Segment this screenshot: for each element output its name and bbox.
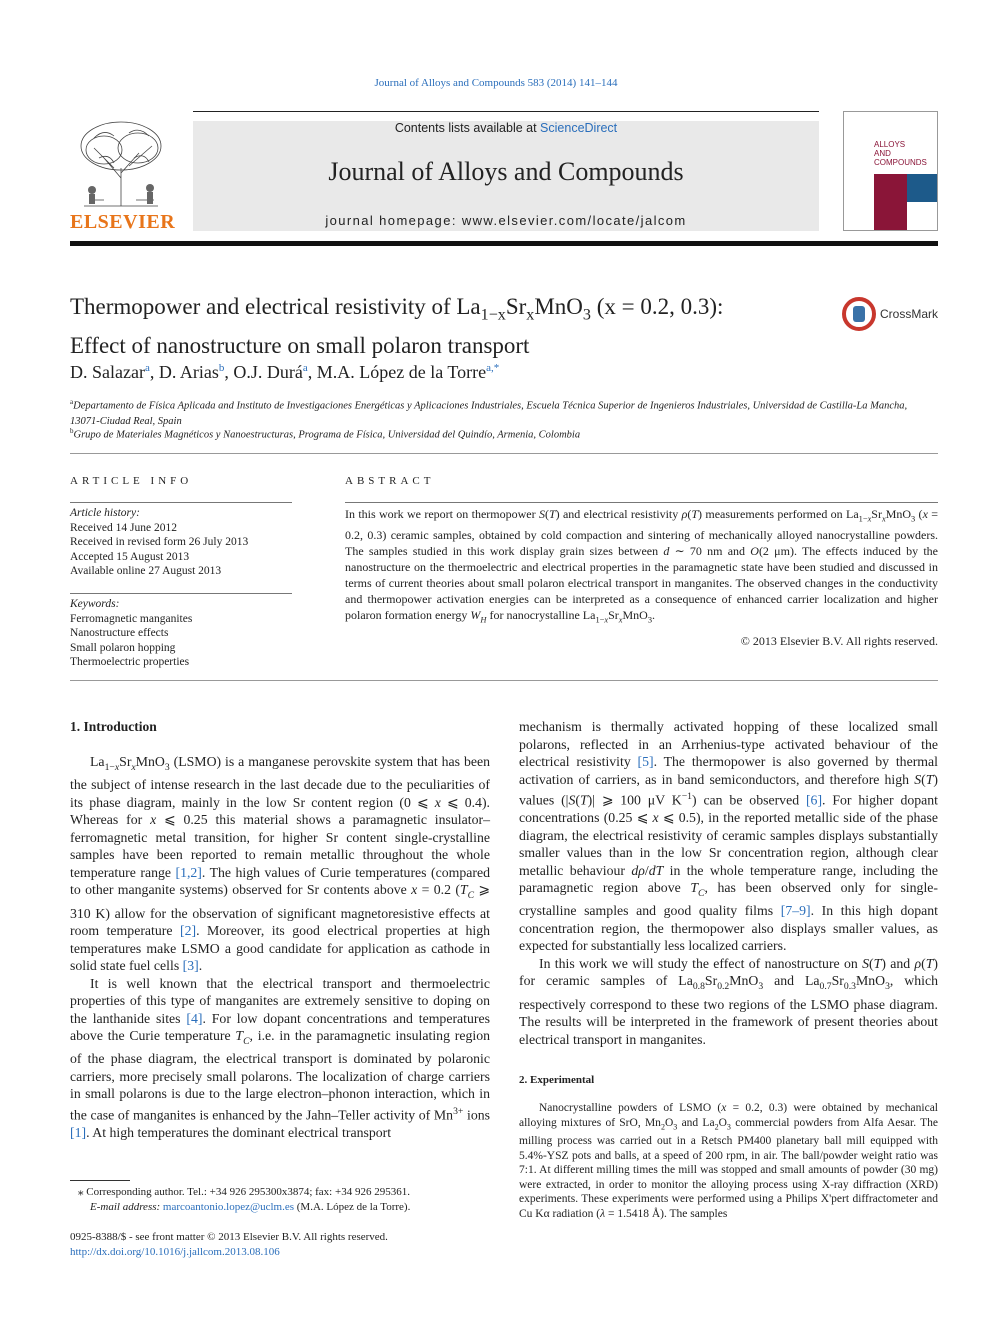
homepage-prefix: journal homepage: xyxy=(325,213,462,228)
journal-homepage xyxy=(193,213,819,228)
doi-link[interactable]: http://dx.doi.org/10.1016/j.jallcom.2013.08.106 xyxy=(70,1246,280,1258)
issn-line: 0925-8388/$ - see front matter © 2013 Elsevier B.V. All rights reserved. xyxy=(70,1231,388,1243)
header-bottom-rule xyxy=(70,241,938,246)
keyword-item: Thermoelectric properties xyxy=(70,656,190,668)
author-name[interactable]: O.J. Durá xyxy=(233,362,303,382)
sciencedirect-link[interactable]: ScienceDirect xyxy=(540,121,618,135)
affiliation-a: $^a$Departamento de Física Aplicada and Instituto de Investigaciones Energéticas y Aplicaciones Industriales, Escuela Técnica Superior de Ingenieros Industriales, Universidad de Castilla-La Mancha, 13071-Ciudad Real, Spain xyxy=(70,398,908,427)
footnote-rule xyxy=(70,1180,130,1181)
experimental-body: Nanocrystalline powders of LSMO (x = 0.2, 0.3) were obtained by mechanical alloying mixtures of SrO, $Mn_2O_3$ and $La_2O_3$ commercial powders from Alfa Aesar. The milling process was carried out in a Retsch PM400 planetary ball mill equipped with 5.4%-YSZ pots and balls, at a speed of 200 rpm, in air. The ball/powder weight ratio was 7:1. At different milling times the mill was stopped and small amounts of powder (30 mg) were extracted, in order to monitor the alloying process using X-ray diffraction (XRD) experiments. These experiments were performed using a Philips X'pert diffractometer and Cu Kα radiation (λ = 1.5418 Å). The samples xyxy=(519,1102,938,1220)
author-name[interactable]: D. Arias xyxy=(158,362,219,382)
author-affil-marker[interactable]: a xyxy=(302,362,308,374)
author-name[interactable]: M.A. López de la Torre xyxy=(316,362,487,382)
divider xyxy=(345,502,938,503)
keywords: Keywords: Ferromagnetic manganites Nanostructure effects Small polaron hopping Thermoelectric properties xyxy=(70,597,292,670)
cover-title xyxy=(874,140,937,167)
title-line-1: Thermopower and electrical resistivity of $La_{1-x}Sr_xMnO_3$ (x = 0.2, 0.3): xyxy=(70,294,724,324)
introduction-left-column: $La_{1-x}Sr_xMnO_3$ (LSMO) is a manganese perovskite system that has been the subject of intense research in the last decade due to the peculiarities of its phase diagram, mainly in the low Sr content region (0 ⩽ x ⩽ 0.4). Whereas for x ⩽ 0.25 this material shows a paramagnetic insulator–ferromagnetic metal transition, for higher Sr content single-crystalline samples have been reported to remain metallic throughout the whole temperature range [1,2]. The high values of Curie temperatures (compared to other manganite systems) observed for Sr contents above x = 0.2 ($T_C$ ⩾ 310 K) allow for the observation of significant magnetoresistive effects at room temperature [2]. Moreover, its good electrical properties at high temperatures make LSMO a good candidate for application as cathode in solid state fuel cells [3]. It is well known that the electrical transport and thermoelectric properties of this type of manganites are extremely sensitive to doping on the lanthanide sites [4]. For low dopant concentrations and temperatures above the Curie temperature $T_C$, i.e. in the paramagnetic insulating region of the phase diagram, the electrical transport is dominated by polaronic carriers, more precisely small polarons. The localization of charge carriers in small polarons is due to the large electron–phonon interaction, which in the case of manganites is enhanced by the Jahn–Teller activity of $Mn^{3+}$ ions [1]. At high temperatures the dominant electrical transport xyxy=(70,754,491,1140)
history-item: Available online 27 August 2013 xyxy=(70,565,222,577)
header-top-rule xyxy=(193,111,819,112)
corresponding-author-note: ⁎ Corresponding author. Tel.: +34 926 295300x3874; fax: +34 926 295361. E-mail address: marcoantonio.lopez@uclm.es (M.A. López de la Torre). xyxy=(78,1186,411,1213)
divider xyxy=(70,593,292,594)
affiliation-b: $^b$Grupo de Materiales Magnéticos y Nanoestructuras, Programa de Física, Universidad del Quindío, Armenia, Colombia xyxy=(70,427,581,441)
homepage-link[interactable]: www.elsevier.com/locate/jalcom xyxy=(461,213,687,228)
article-history: Article history: Received 14 June 2012 Received in revised form 26 July 2013 Accepted 15 August 2013 Available online 27 August 2013 xyxy=(70,506,292,579)
section-heading-introduction: 1. Introduction xyxy=(70,719,157,734)
article-title xyxy=(70,292,810,361)
elsevier-logo xyxy=(70,118,176,234)
keyword-item: Nanostructure effects xyxy=(70,627,169,639)
divider xyxy=(70,502,292,503)
journal-header xyxy=(193,121,819,231)
elsevier-wordmark: ELSEVIER xyxy=(70,211,176,233)
abstract-heading: ABSTRACT xyxy=(345,475,435,487)
cover-color-block xyxy=(907,174,938,202)
contents-line xyxy=(193,121,819,135)
journal-title: Journal of Alloys and Compounds xyxy=(328,157,684,186)
author-list: D. Salazar$^a$, D. Arias$^b$, O.J. Durá$^a$, M.A. López de la Torre$^{a,*}$ xyxy=(70,362,500,382)
cover-title-line: AND COMPOUNDS xyxy=(874,149,927,167)
cover-color-block xyxy=(874,174,907,231)
crossmark-label: CrossMark xyxy=(880,307,939,321)
cover-title-line: ALLOYS xyxy=(874,140,906,149)
keyword-item: Ferromagnetic manganites xyxy=(70,612,193,625)
contents-prefix: Contents lists available at xyxy=(394,121,541,135)
section-heading-experimental: 2. Experimental xyxy=(519,1074,595,1086)
history-item: Accepted 15 August 2013 xyxy=(70,550,190,563)
crossmark-icon xyxy=(842,297,876,331)
abstract-copyright: © 2013 Elsevier B.V. All rights reserved. xyxy=(740,634,938,648)
introduction-right-column: mechanism is thermally activated hopping of these localized small polarons, reflected in an Arrhenius-type activated behaviour of the electrical resistivity [5]. The thermopower is also governed by thermal activation of carriers, as in band semiconductors, and therefore high S(T) values (|S(T)| ⩾ 100 μV $K^{-1}$) can be observed [6]. For higher dopant concentrations (0.25 ⩽ x ⩽ 0.5), in the reported metallic side of the phase diagram, the electrical resistivity of ceramic samples displays substantially smaller values than in the low Sr concentration region, although clear metallic behaviour dρ/dT in the whole temperature range, including the paramagnetic region above $T_C$, has been observed only for single-crystalline samples and good quality films [7–9]. In this high dopant concentration region, the thermopower also displays smaller values, as expected for substantially less localized carriers. In this work we will study the effect of nanostructure on S(T) and ρ(T) for ceramic samples of $La_{0.8}Sr_{0.2}MnO_3$ and $La_{0.7}Sr_{0.3}MnO_3$, which respectively correspond to these two regions of the LSMO phase diagram. The results will be interpreted in the framework of present theories about electrical transport in manganites. xyxy=(519,719,938,1047)
author-affil-marker[interactable]: a,* xyxy=(486,362,500,374)
author-affil-marker[interactable]: a xyxy=(144,362,150,374)
abstract-body: In this work we report on thermopower S(T) and electrical resistivity ρ(T) measurements performed on $La_{1-x}Sr_xMnO_3$ (x = 0.2, 0.3) ceramic samples, obtained by cold compaction and sintering of mechanically alloyed nanocrystalline powders. The samples studied in this work display grain sizes between d ∼ 70 nm and O(2 μm). The effects induced by the nanostructure on the thermoelectric and electrical properties in the paramagnetic state have been studied and discussed in terms of current theories about small polaron electrical transport in manganites. The observed changes in the conductivity and thermopower activation energies can be interpreted as a consequence of enhanced carrier localization and higher polaron formation energy $W_H$ for nanocrystalline $La_{1-x}Sr_xMnO_3$. xyxy=(345,507,938,625)
journal-citation[interactable]: Journal of Alloys and Compounds 583 (2014) 141–144 xyxy=(374,77,618,89)
divider xyxy=(70,453,938,454)
keyword-item: Small polaron hopping xyxy=(70,641,176,654)
article-info-heading: ARTICLE INFO xyxy=(70,475,193,487)
author-affil-marker[interactable]: b xyxy=(218,362,225,374)
history-item: Received 14 June 2012 xyxy=(70,521,177,534)
title-line-2: Effect of nanostructure on small polaron transport xyxy=(70,332,530,358)
divider xyxy=(70,680,938,681)
author-name[interactable]: D. Salazar xyxy=(70,362,145,382)
journal-cover-thumbnail[interactable] xyxy=(843,111,938,231)
elsevier-tree-icon xyxy=(74,118,168,210)
issn-and-doi xyxy=(70,1230,490,1260)
history-item: Received in revised form 26 July 2013 xyxy=(70,536,249,548)
email-link[interactable]: marcoantonio.lopez@uclm.es xyxy=(162,1201,295,1213)
crossmark-button[interactable] xyxy=(842,297,938,333)
